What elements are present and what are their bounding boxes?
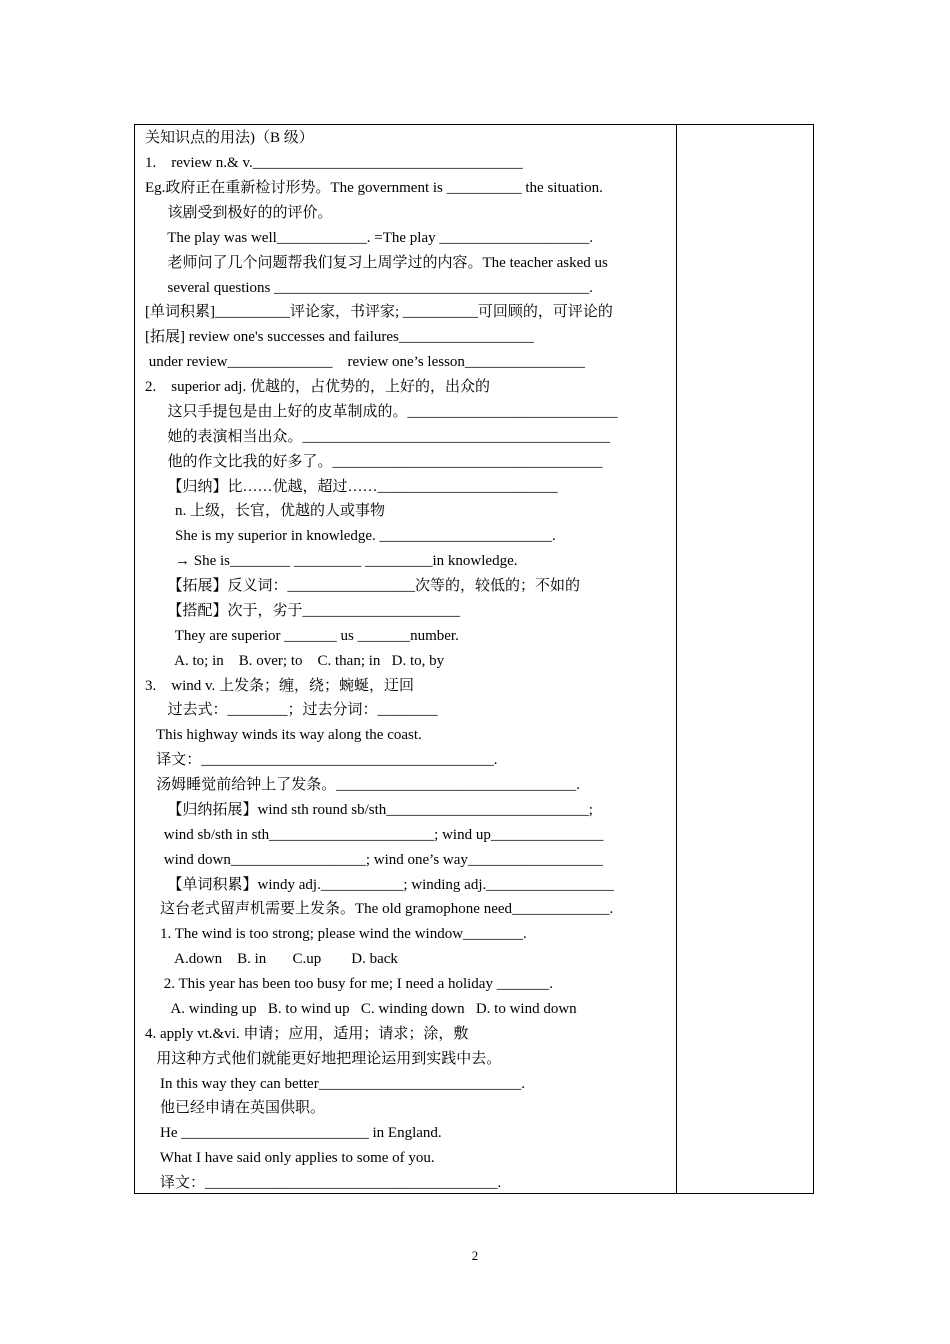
worksheet-line: 1. The wind is too strong; please wind the window________. [145, 926, 527, 942]
worksheet-line: several questions __________________________________________. [145, 280, 593, 296]
worksheet-line: 关知识点的用法)（B 级） [145, 130, 314, 146]
worksheet-line: 该剧受到极好的的评价。 [145, 205, 333, 221]
worksheet-line: under review______________ review one’s lesson________________ [145, 354, 585, 370]
worksheet-line: 他已经申请在英国供职。 [145, 1100, 326, 1116]
worksheet-table [134, 124, 814, 1194]
worksheet-line: 【单词积累】windy adj.___________; winding adj._________________ [145, 877, 614, 893]
worksheet-line-apply: 4. apply vt.&vi. 申请；应用，适用；请求；涂，敷 [145, 1026, 469, 1042]
worksheet-line: 她的表演相当出众。_________________________________________ [145, 429, 611, 445]
worksheet-line: They are superior _______ us _______number. [145, 628, 459, 644]
worksheet-line: 他的作文比我的好多了。____________________________________ [145, 454, 603, 470]
worksheet-line: 【搭配】次于，劣于_____________________ [145, 603, 461, 619]
worksheet-line: This highway winds its way along the coast. [145, 727, 422, 743]
worksheet-line: 译文：_______________________________________. [145, 752, 498, 768]
worksheet-line: 这台老式留声机需要上发条。The old gramophone need_____________. [145, 901, 614, 917]
worksheet-line-wind: 3. wind v. 上发条；缠，绕；蜿蜒，迂回 [145, 678, 415, 694]
worksheet-line: 老师问了几个问题帮我们复习上周学过的内容。The teacher asked us [145, 255, 608, 271]
worksheet-line: 过去式：________；过去分词：________ [145, 702, 438, 718]
worksheet-line: 这只手提包是由上好的皮革制成的。____________________________ [145, 404, 618, 420]
page-number: 2 [471, 1248, 479, 1263]
worksheet-line: → She is________ _________ _________in knowledge. [145, 553, 518, 569]
worksheet-line: Eg.政府正在重新检讨形势。The government is __________ the situation. [145, 180, 603, 196]
worksheet-line: 用这种方式他们就能更好地把理论运用到实践中去。 [145, 1051, 502, 1067]
worksheet-line: wind sb/sth in sth______________________; wind up_______________ [145, 827, 604, 843]
worksheet-line: 【拓展】反义词：_________________次等的，较低的；不如的 [145, 578, 581, 594]
worksheet-line: A.down B. in C.up D. back [145, 951, 398, 967]
worksheet-line: In this way they can better___________________________. [145, 1076, 525, 1092]
worksheet-line: [单词积累]__________评论家，书评家; __________可回顾的，可评论的 [145, 304, 613, 320]
worksheet-line: [拓展] review one's successes and failures__________________ [145, 329, 534, 345]
worksheet-line: A. to; in B. over; to C. than; in D. to, by [145, 653, 445, 669]
worksheet-line: 2. This year has been too busy for me; I need a holiday _______. [145, 976, 553, 992]
worksheet-content-cell [135, 125, 676, 1193]
worksheet-line: 【归纳】比……优越，超过……________________________ [145, 479, 558, 495]
worksheet-line: 译文：_______________________________________. [145, 1175, 502, 1191]
worksheet-line: n. 上级，长官，优越的人或事物 [145, 503, 386, 519]
worksheet-line-superior: 2. superior adj. 优越的，占优势的，上好的，出众的 [145, 379, 490, 395]
worksheet-line: 汤姆睡觉前给钟上了发条。________________________________. [145, 777, 581, 793]
worksheet-line: She is my superior in knowledge. _______________________. [145, 528, 556, 544]
column-divider [676, 125, 677, 1193]
worksheet-line: What I have said only applies to some of you. [145, 1150, 435, 1166]
worksheet-line-review: 1. review n.& v.____________________________________ [145, 155, 523, 171]
worksheet-line: 【归纳拓展】wind sth round sb/sth___________________________; [145, 802, 593, 818]
worksheet-line: He _________________________ in England. [145, 1125, 442, 1141]
worksheet-line: wind down__________________; wind one’s way__________________ [145, 852, 603, 868]
worksheet-line: A. winding up B. to wind up C. winding down D. to wind down [145, 1001, 577, 1017]
worksheet-line: The play was well____________. =The play ____________________. [145, 230, 594, 246]
